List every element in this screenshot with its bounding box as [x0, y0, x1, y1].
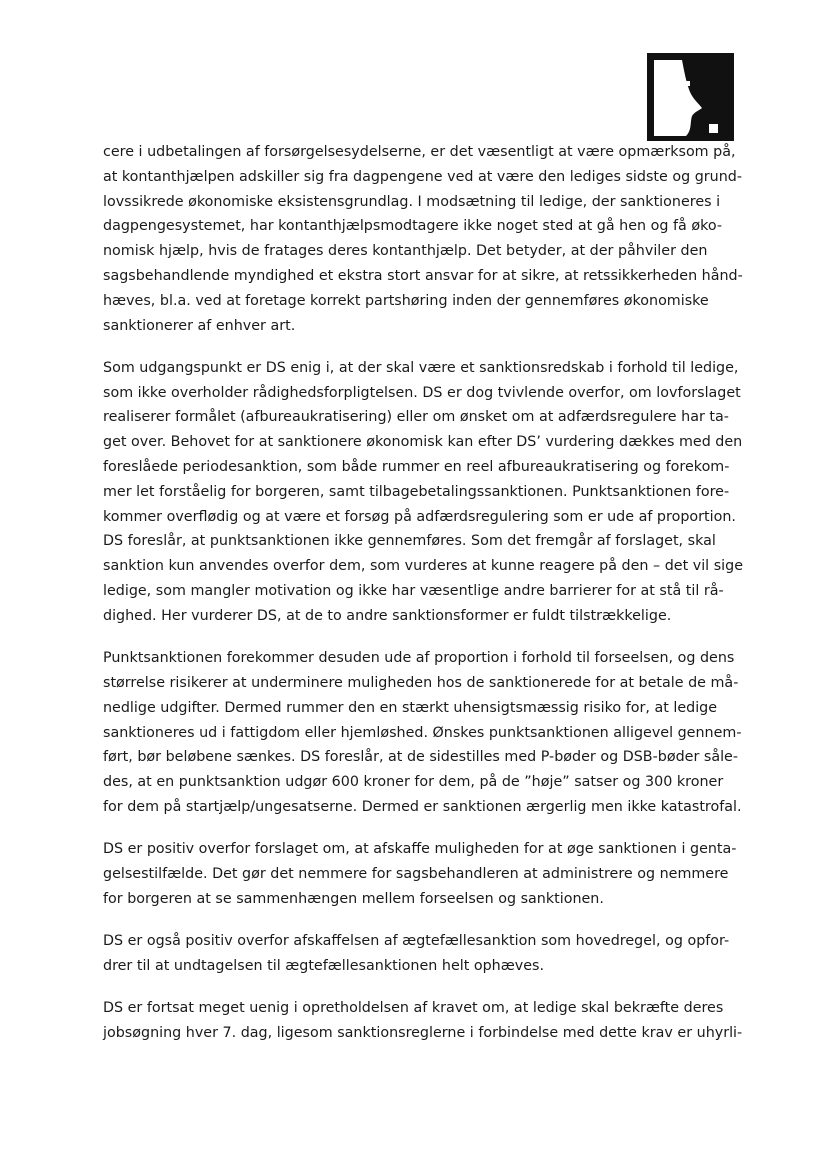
text-line: for dem på startjælp/ungesatserne. Dermed er sanktionen ærgerlig men ikke katastrofal.: [103, 798, 742, 815]
text-line: som ikke overholder rådighedsforpligtelsen. DS er dog tvivlende overfor, om lovforslaget: [103, 384, 741, 401]
paragraph-3: [103, 646, 743, 820]
text-line: hæves, bl.a. ved at foretage korrekt partshøring inden der gennemføres økonomiske: [103, 292, 709, 309]
text-line: foreslåede periodesanktion, som både rummer en reel afbureaukratisering og forekom-: [103, 459, 730, 476]
text-line: sagsbehandlende myndighed et ekstra stort ansvar for at sikre, at retssikkerheden hånd-: [103, 267, 743, 284]
text-line: gelsestilfælde. Det gør det nemmere for sagsbehandleren at administrere og nemmere: [103, 866, 729, 883]
text-line: DS er også positiv overfor afskaffelsen af ægtefællesanktion som hovedregel, og opfor-: [103, 933, 730, 950]
text-line: dagpengesystemet, har kontanthjælpsmodtagere ikke noget sted at gå hen og få øko-: [103, 218, 723, 235]
paragraph-2: [103, 356, 743, 629]
text-line: drer til at undtagelsen til ægtefællesanktionen helt ophæves.: [103, 957, 545, 974]
text-line: realiserer formålet (afbureaukratisering) eller om ønsket om at adfærdsregulere har ta-: [103, 409, 729, 426]
text-line: sanktion kun anvendes overfor dem, som vurderes at kunne reagere på den – det vil sige: [103, 558, 743, 575]
paragraph-5: [103, 929, 743, 979]
text-line: cere i udbetalingen af forsørgelsesydelserne, er det væsentligt at være opmærksom på,: [103, 144, 736, 160]
text-line: sanktioneres ud i fattigdom eller hjemløshed. Ønskes punktsanktionen alligevel gennem-: [103, 724, 742, 741]
text-line: lovssikrede økonomiske eksistensgrundlag. I modsætning til ledige, der sanktioneres i: [103, 193, 721, 210]
text-line: des, at en punktsanktion udgør 600 kroner for dem, på de ”høje” satser og 300 kroner: [103, 774, 724, 791]
text-line: DS er fortsat meget uenig i opretholdelsen af kravet om, at ledige skal bekræfte deres: [103, 1000, 724, 1017]
text-line: at kontanthjælpen adskiller sig fra dagpengene ved at være den lediges sidste og grund-: [103, 168, 743, 185]
paragraph-1: [103, 140, 743, 338]
text-line: dighed. Her vurderer DS, at de to andre sanktionsformer er fuldt tilstrækkelige.: [103, 607, 672, 624]
text-line: størrelse risikerer at underminere muligheden hos de sanktionerede for at betale de må-: [103, 674, 739, 691]
text-line: sanktionerer af enhver art.: [103, 317, 296, 334]
paragraph-6: [103, 996, 743, 1046]
text-line: kommer overflødig og at være et forsøg på adfærdsregulering som er ude af proportion.: [103, 508, 736, 525]
text-line: ført, bør beløbene sænkes. DS foreslår, at de sidestilles med P-bøder og DSB-bøder såle-: [103, 749, 739, 766]
text-line: DS er positiv overfor forslaget om, at afskaffe muligheden for at øge sanktionen i genta-: [103, 841, 737, 858]
document-body: [103, 140, 743, 1063]
text-line: Som udgangspunkt er DS enig i, at der skal være et sanktionsredskab i forhold til ledige,: [103, 359, 739, 376]
paragraph-4: [103, 837, 743, 911]
text-line: Punktsanktionen forekommer desuden ude af proportion i forhold til forseelsen, og dens: [103, 650, 735, 667]
ds-logo-icon: [646, 52, 735, 142]
text-line: jobsøgning hver 7. dag, ligesom sanktionsreglerne i forbindelse med dette krav er uhyrli-: [103, 1025, 743, 1041]
text-line: for borgeren at se sammenhængen mellem forseelsen og sanktionen.: [103, 890, 604, 907]
text-line: DS foreslår, at punktsanktionen ikke gennemføres. Som det fremgår af forslaget, skal: [103, 533, 716, 550]
text-line: ledige, som mangler motivation og ikke har væsentlige andre barrierer for at stå til rå-: [103, 583, 724, 600]
text-line: mer let forståelig for borgeren, samt tilbagebetalingssanktionen. Punktsanktionen fore-: [103, 483, 730, 500]
text-line: nomisk hjælp, hvis de fratages deres kontanthjælp. Det betyder, at der påhviler den: [103, 243, 708, 260]
text-line: get over. Behovet for at sanktionere økonomisk kan efter DS’ vurdering dækkes med den: [103, 434, 743, 451]
text-line: nedlige udgifter. Dermed rummer den en stærkt uhensigtsmæssig risiko for, at ledige: [103, 699, 718, 716]
